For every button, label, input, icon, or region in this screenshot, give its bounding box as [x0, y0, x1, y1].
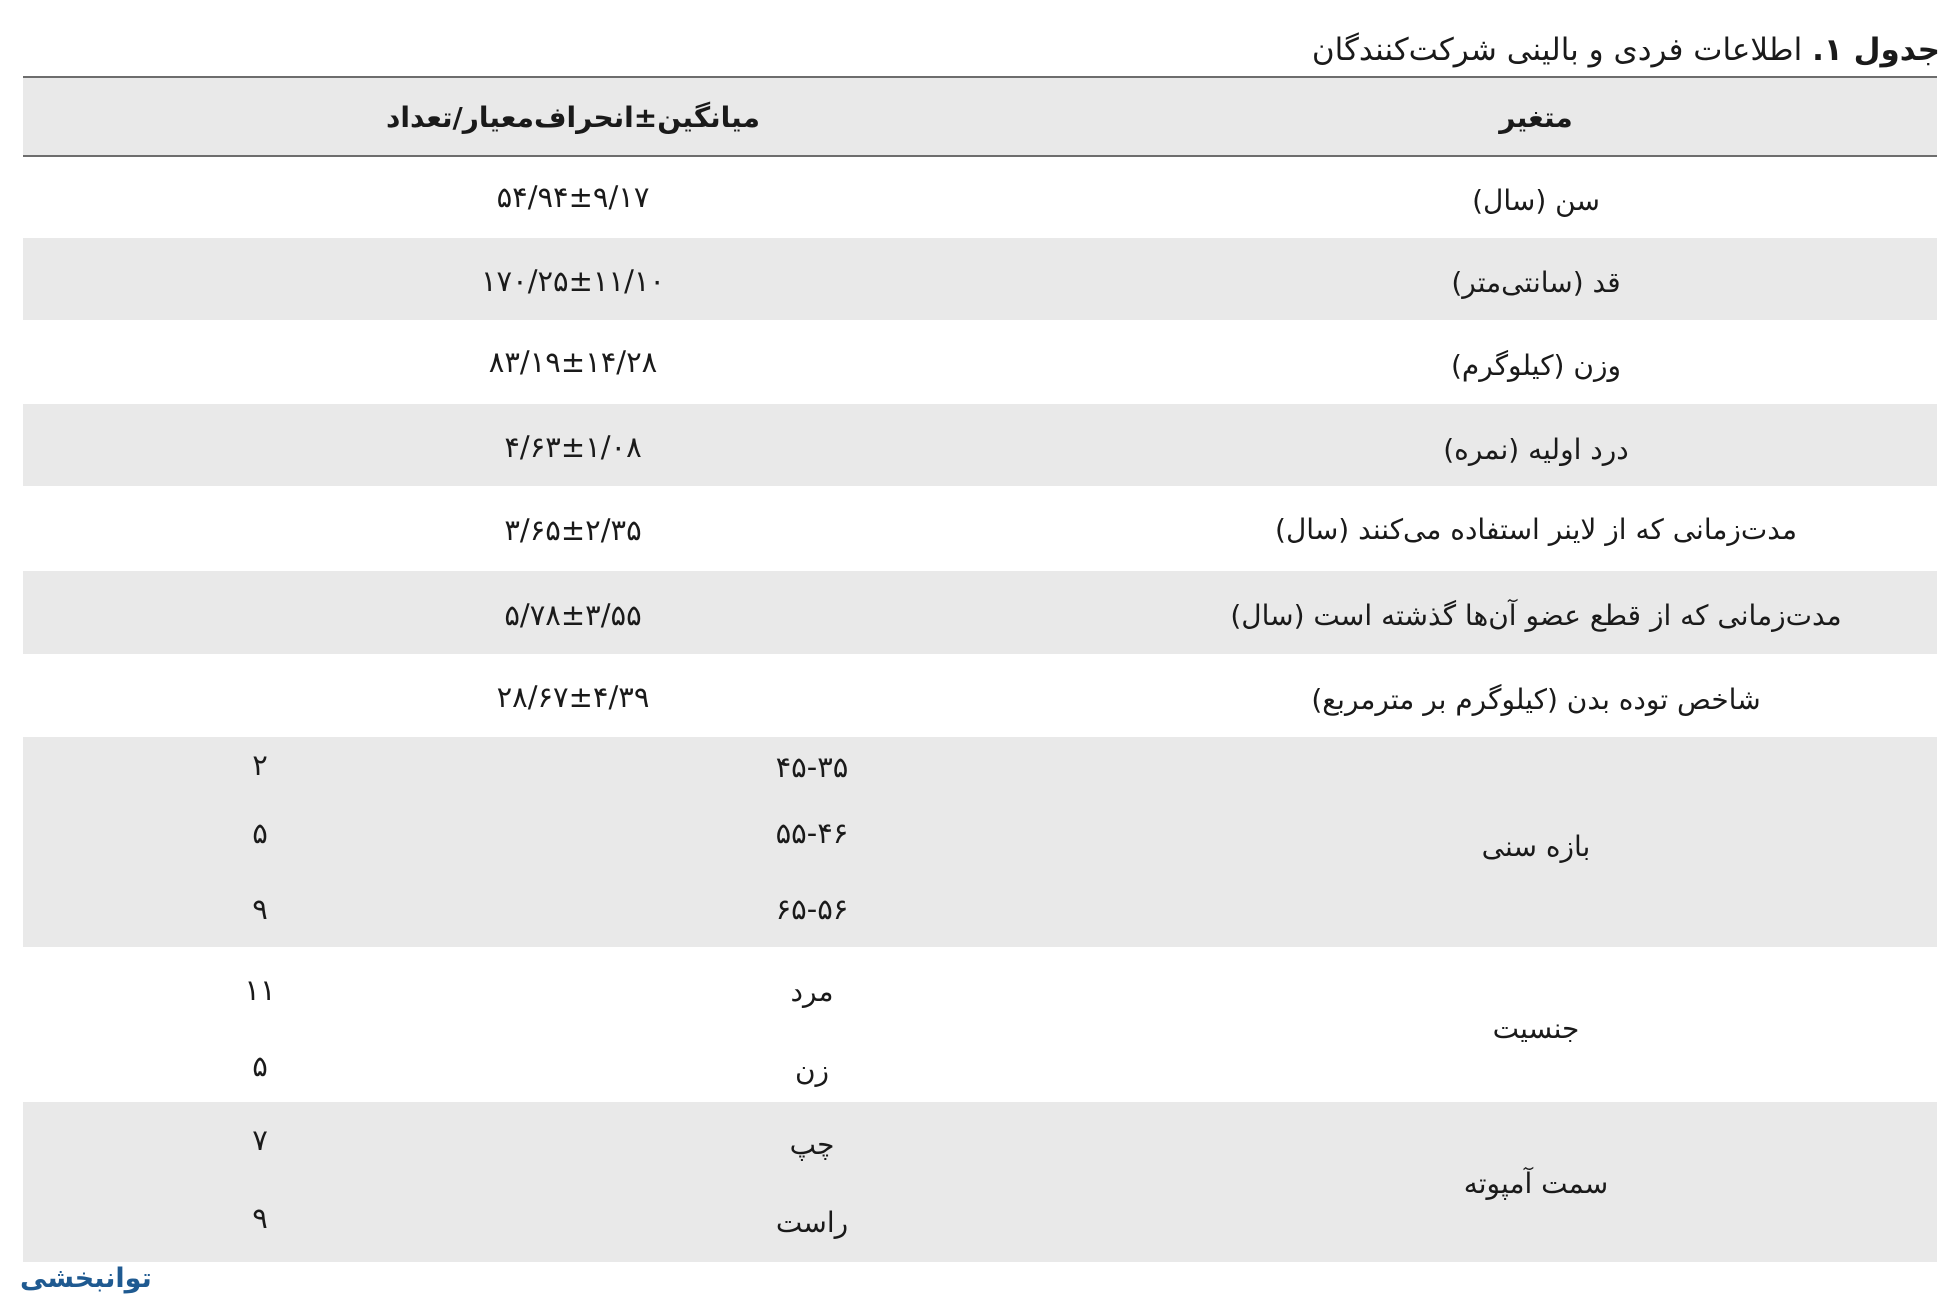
row-variable: سن (سال)	[1472, 184, 1600, 217]
row-variable: مدت‌زمانی که از قطع عضو آن‌ها گذشته است (سال)	[1230, 599, 1842, 632]
group-item-count: ۲	[252, 748, 268, 782]
table-row	[23, 320, 1937, 404]
group-item-count: ۹	[252, 892, 268, 926]
table-caption	[60, 30, 1940, 70]
row-variable: قد (سانتی‌متر)	[1451, 266, 1621, 299]
group-item-count: ۵	[252, 816, 268, 850]
group-item-label: زن	[794, 1054, 830, 1087]
table-header-row	[23, 76, 1937, 157]
row-value: ۵۴/۹۴±۹/۱۷	[496, 180, 650, 214]
group-item-count: ۷	[252, 1123, 268, 1157]
table-group-gender	[23, 947, 1937, 1102]
table-row	[23, 157, 1937, 238]
group-item-count: ۱۱	[244, 973, 276, 1007]
group-item-label: ۶۵-۵۶	[775, 892, 849, 926]
group-variable: سمت آمپوته	[1463, 1167, 1609, 1200]
row-variable: درد اولیه (نمره)	[1443, 433, 1629, 466]
table-group-amputated-side	[23, 1102, 1937, 1262]
row-variable: وزن (کیلوگرم)	[1451, 349, 1621, 382]
group-item-label: مرد	[790, 975, 834, 1008]
row-value: ۱۷۰/۲۵±۱۱/۱۰	[480, 264, 666, 298]
table-group-age-range	[23, 737, 1937, 947]
table-row	[23, 238, 1937, 320]
table-row	[23, 486, 1937, 571]
group-item-label: ۴۵-۳۵	[775, 750, 849, 784]
journal-logo: توانبخشی	[20, 1263, 152, 1294]
table-row	[23, 654, 1937, 737]
table-row	[23, 571, 1937, 654]
table-row	[23, 404, 1937, 486]
row-variable: شاخص توده بدن (کیلوگرم بر مترمربع)	[1311, 683, 1761, 716]
row-value: ۸۳/۱۹±۱۴/۲۸	[488, 345, 658, 379]
group-item-count: ۵	[252, 1049, 268, 1083]
table-caption-text: اطلاعات فردی و بالینی شرکت‌کنندگان	[1311, 32, 1803, 68]
participants-table	[23, 76, 1937, 1262]
header-variable: متغیر	[1499, 101, 1573, 134]
row-value: ۴/۶۳±۱/۰۸	[504, 430, 642, 464]
group-item-label: چپ	[789, 1128, 835, 1161]
row-value: ۳/۶۵±۲/۳۵	[504, 513, 642, 547]
row-variable: مدت‌زمانی که از لاینر استفاده می‌کنند (سال)	[1275, 513, 1797, 546]
row-value: ۵/۷۸±۳/۵۵	[504, 598, 642, 632]
group-item-label: راست	[775, 1206, 849, 1239]
group-item-label: ۵۵-۴۶	[775, 816, 849, 850]
group-variable: بازه سنی	[1481, 830, 1591, 863]
group-variable: جنسیت	[1492, 1012, 1580, 1045]
row-value: ۲۸/۶۷±۴/۳۹	[496, 680, 650, 714]
table-caption-label: جدول ۱.	[1812, 32, 1940, 68]
group-item-count: ۹	[252, 1201, 268, 1235]
header-value: میانگین±انحراف‌معیار/تعداد	[386, 101, 760, 134]
